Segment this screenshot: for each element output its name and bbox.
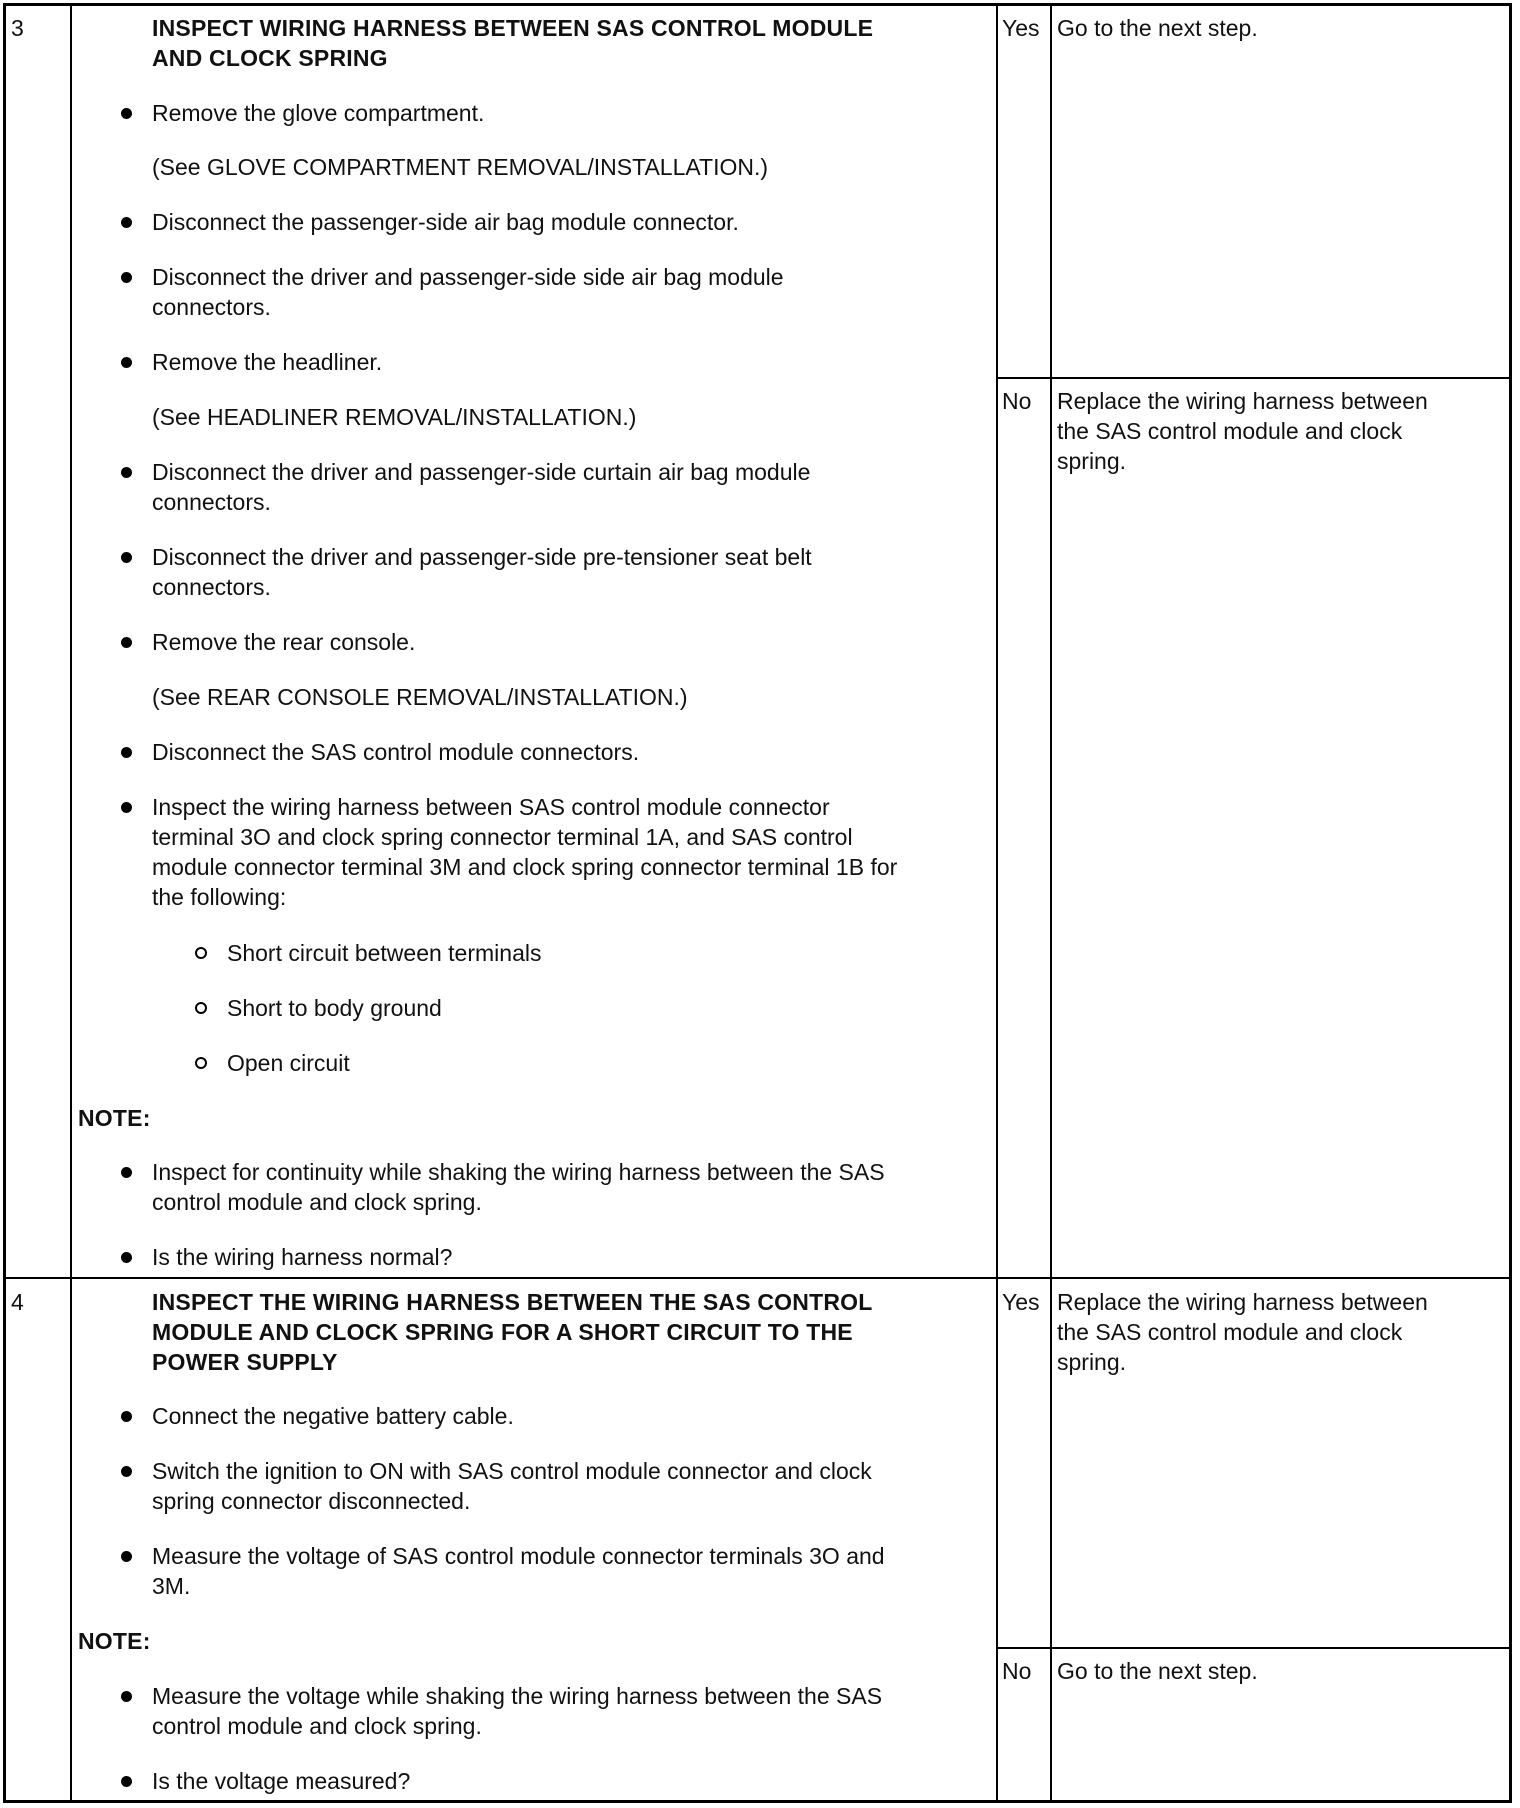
note-item: Inspect for continuity while shaking the wiring harness between the SAS — [152, 1159, 885, 1185]
sub-list-item: Open circuit — [227, 1050, 350, 1076]
no-label: No — [1002, 388, 1032, 414]
column-divider — [996, 3, 998, 1803]
list-item: Disconnect the driver and passenger-side side air bag module — [152, 264, 784, 290]
step-title: INSPECT WIRING HARNESS BETWEEN SAS CONTROL MODULE — [152, 15, 874, 41]
list-item: spring connector disconnected. — [152, 1488, 471, 1514]
yes-action: Go to the next step. — [1057, 15, 1258, 41]
yes-label: Yes — [1002, 1289, 1040, 1315]
bullet-icon — [121, 467, 132, 478]
list-item: module connector terminal 3M and clock spring connector terminal 1B for — [152, 854, 898, 880]
note-item: Measure the voltage while shaking the wiring harness between the SAS — [152, 1683, 883, 1709]
list-item: Disconnect the passenger-side air bag module connector. — [152, 209, 739, 235]
row-divider — [3, 1277, 1512, 1279]
step-title: AND CLOCK SPRING — [152, 45, 388, 71]
note-label: NOTE: — [78, 1105, 151, 1131]
circle-bullet-icon — [195, 1057, 207, 1069]
column-divider — [70, 3, 72, 1803]
bullet-icon — [121, 552, 132, 563]
bullet-icon — [121, 1776, 132, 1787]
yes-label: Yes — [1002, 15, 1040, 41]
list-item: Connect the negative battery cable. — [152, 1403, 514, 1429]
list-item: Disconnect the driver and passenger-side curtain air bag module — [152, 459, 811, 485]
note-item: control module and clock spring. — [152, 1713, 482, 1739]
list-item: terminal 3O and clock spring connector terminal 1A, and SAS control — [152, 824, 853, 850]
bullet-icon — [121, 1252, 132, 1263]
bullet-icon — [121, 637, 132, 648]
circle-bullet-icon — [195, 947, 207, 959]
sub-list-item: Short to body ground — [227, 995, 442, 1021]
note-item: control module and clock spring. — [152, 1189, 482, 1215]
list-item: connectors. — [152, 489, 271, 515]
yes-action: Replace the wiring harness between — [1057, 1289, 1428, 1315]
list-item: Inspect the wiring harness between SAS control module connector — [152, 794, 830, 820]
bullet-icon — [121, 1551, 132, 1562]
circle-bullet-icon — [195, 1002, 207, 1014]
cross-reference: (See REAR CONSOLE REMOVAL/INSTALLATION.) — [152, 684, 688, 710]
table-border-left — [3, 3, 6, 1803]
no-action: Go to the next step. — [1057, 1658, 1258, 1684]
list-item: Switch the ignition to ON with SAS control module connector and clock — [152, 1458, 872, 1484]
no-action: the SAS control module and clock — [1057, 418, 1403, 444]
bullet-icon — [121, 108, 132, 119]
result-divider — [996, 377, 1512, 379]
list-item: Measure the voltage of SAS control module connector terminals 3O and — [152, 1543, 885, 1569]
table-border-right — [1509, 3, 1512, 1803]
no-action: Replace the wiring harness between — [1057, 388, 1428, 414]
bullet-icon — [121, 217, 132, 228]
list-item: Disconnect the SAS control module connectors. — [152, 739, 640, 765]
bullet-icon — [121, 747, 132, 758]
column-divider — [1050, 3, 1052, 1803]
table-border-bottom — [3, 1800, 1512, 1803]
list-item: the following: — [152, 884, 287, 910]
sub-list-item: Short circuit between terminals — [227, 940, 542, 966]
bullet-icon — [121, 802, 132, 813]
bullet-icon — [121, 1411, 132, 1422]
list-item: 3M. — [152, 1573, 191, 1599]
cross-reference: (See HEADLINER REMOVAL/INSTALLATION.) — [152, 404, 637, 430]
step-title: POWER SUPPLY — [152, 1349, 338, 1375]
step-number: 3 — [11, 15, 24, 41]
result-divider — [996, 1647, 1512, 1649]
list-item: Remove the headliner. — [152, 349, 383, 375]
note-item: Is the wiring harness normal? — [152, 1244, 453, 1270]
bullet-icon — [121, 357, 132, 368]
step-title: INSPECT THE WIRING HARNESS BETWEEN THE SAS CONTROL — [152, 1289, 873, 1315]
note-label: NOTE: — [78, 1628, 151, 1654]
no-action: spring. — [1057, 448, 1127, 474]
yes-action: the SAS control module and clock — [1057, 1319, 1403, 1345]
list-item: Remove the glove compartment. — [152, 100, 485, 126]
bullet-icon — [121, 1691, 132, 1702]
list-item: Disconnect the driver and passenger-side pre-tensioner seat belt — [152, 544, 812, 570]
note-item: Is the voltage measured? — [152, 1768, 411, 1794]
cross-reference: (See GLOVE COMPARTMENT REMOVAL/INSTALLATION.) — [152, 154, 769, 180]
step-title: MODULE AND CLOCK SPRING FOR A SHORT CIRCUIT TO THE — [152, 1319, 853, 1345]
bullet-icon — [121, 1466, 132, 1477]
list-item: connectors. — [152, 574, 271, 600]
table-border-top — [3, 3, 1512, 6]
bullet-icon — [121, 272, 132, 283]
step-number: 4 — [11, 1289, 24, 1315]
bullet-icon — [121, 1167, 132, 1178]
no-label: No — [1002, 1658, 1032, 1684]
yes-action: spring. — [1057, 1349, 1127, 1375]
list-item: connectors. — [152, 294, 271, 320]
list-item: Remove the rear console. — [152, 629, 416, 655]
